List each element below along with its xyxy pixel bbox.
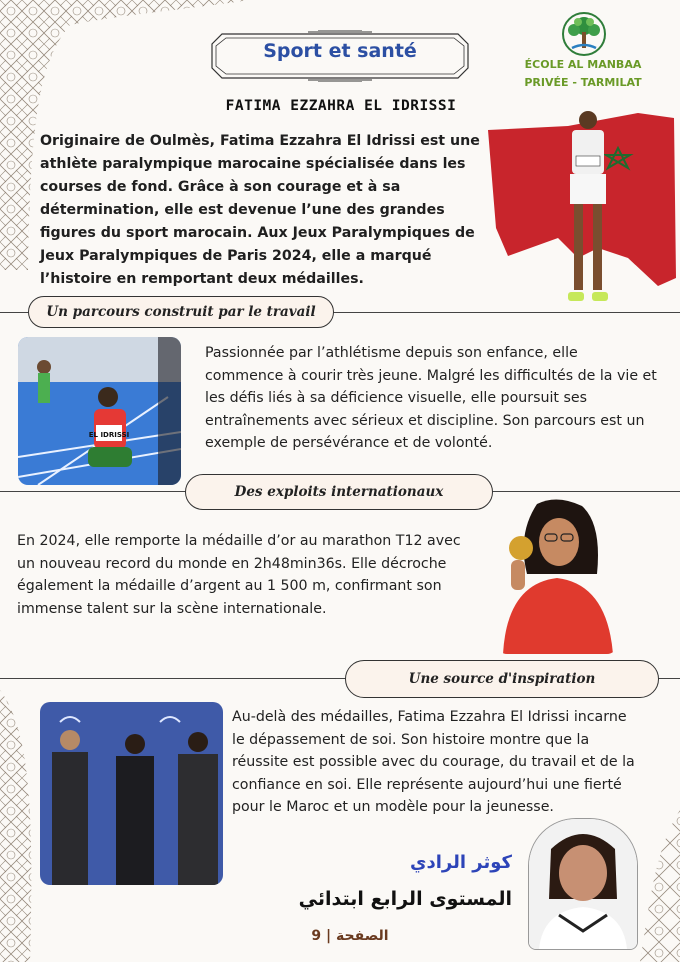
section-text: En 2024, elle remporte la médaille d’or au marathon T12 avec un nouveau record du monde en 2h48min36s. Elle décroche également la médaille d’argent au 1 500 m, confirmant son immense talent sur la scène internationale. (17, 533, 461, 617)
page-title: Sport et santé (263, 40, 417, 62)
athlete-name-heading: FATIMA EZZAHRA EL IDRISSI (225, 98, 457, 114)
page-number: 9 (311, 928, 322, 944)
athlete-with-flag-photo (488, 108, 678, 318)
intro-paragraph: Originaire de Oulmès, Fatima Ezzahra El Idrissi est une athlète paralympique marocaine spécialisée dans les courses de fond. Grâce à son courage et à sa détermination, elle est devenue l’une des grandes figures du sport marocain. Aux Jeux Paralympiques de Jeux Paralympiques de Paris 2024, elle a marqué l’histoire en remportant deux médailles. (40, 133, 480, 287)
author-name: كوثر الرادي (409, 852, 512, 873)
section-text: Passionnée par l’athlétisme depuis son enfance, elle commence à courir très jeune. Malgré les difficultés de la vie et les défis liés à sa déficience visuelle, elle poursuit ses entraînements avec sérieux et discipline. Son parcours est un exemple de persévérance et de volonté. (205, 345, 657, 451)
section-heading: Des exploits internationaux (185, 474, 493, 510)
page-word: الصفحة (336, 928, 389, 944)
official-ceremony-photo (40, 702, 223, 885)
grade-level: المستوى الرابع ابتدائي (298, 888, 512, 910)
section-heading: Un parcours construit par le travail (28, 296, 334, 328)
school-name-line2: PRIVÉE - TARMILAT (524, 76, 642, 89)
bib-text: EL IDRISSI (88, 431, 130, 439)
section-text: Au-delà des médailles, Fatima Ezzahra El Idrissi incarne le dépassement de soi. Son histoire montre que la réussite est possible avec du courage, du travail et de la confiance en soi. Elle représente aujourd’hui une fierté pour le Maroc et un modèle pour la jeunesse. (232, 709, 635, 815)
tree-logo-icon (560, 12, 608, 58)
page-number-label: 9 | الصفحة (311, 928, 389, 944)
school-name (508, 56, 658, 92)
section-heading: Une source d'inspiration (345, 660, 659, 698)
athlete-medal-photo (497, 494, 617, 654)
school-name-line1: ÉCOLE AL MANBAA (524, 58, 642, 71)
author-portrait-photo (528, 818, 638, 950)
corner-ornament-bottom-left (0, 690, 40, 962)
athlete-finish-line-photo (18, 337, 181, 485)
